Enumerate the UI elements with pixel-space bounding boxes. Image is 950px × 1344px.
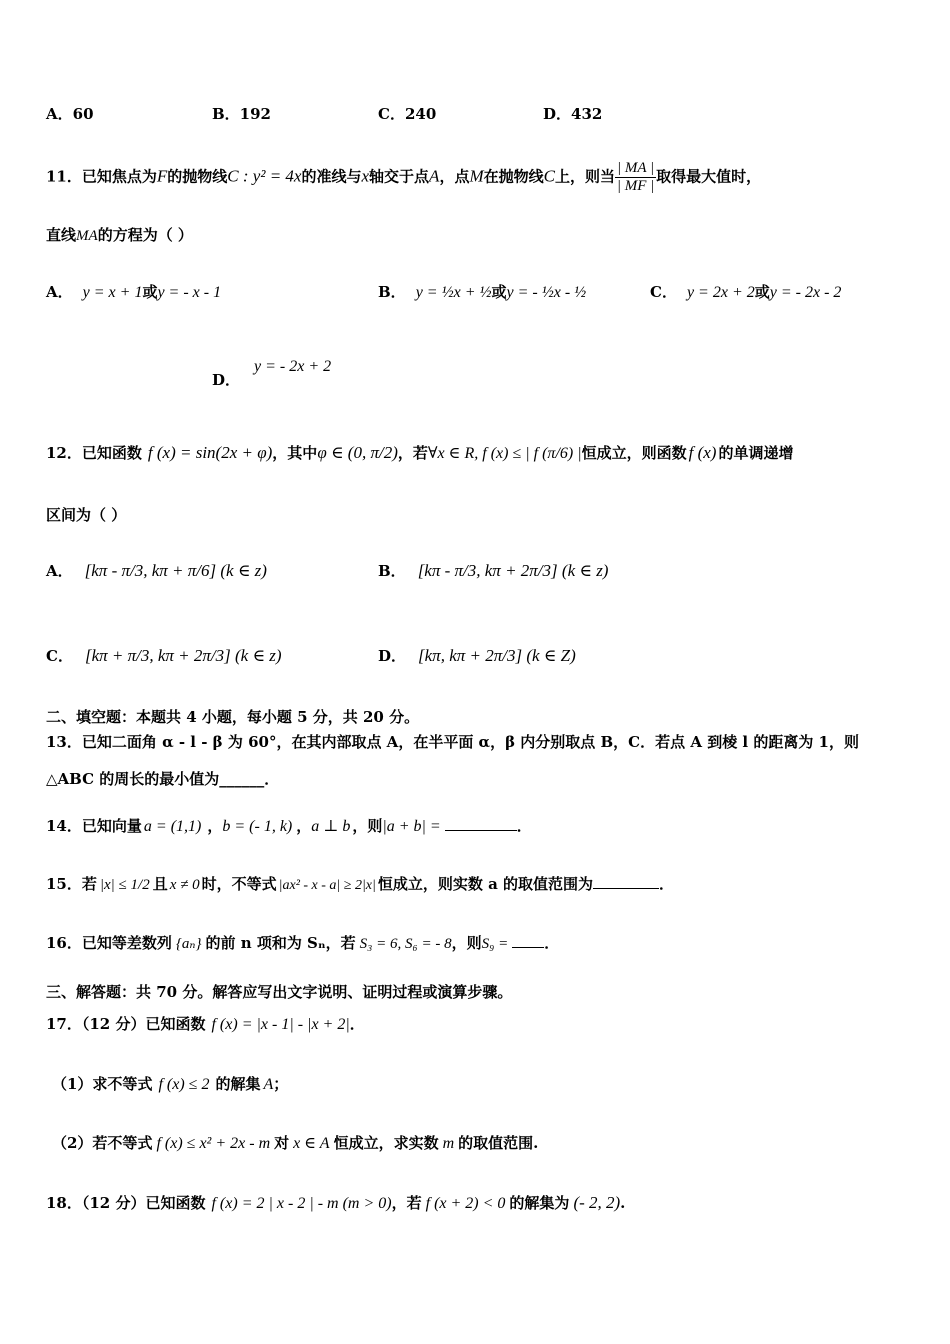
- option-expr: y = - x - 1: [157, 284, 222, 301]
- q11-text: 的抛物线: [167, 167, 228, 186]
- q12-func: f (x) = sin(2x + φ): [147, 443, 273, 462]
- q11-text: 在抛物线: [483, 167, 544, 186]
- q17-part2-cond: x ∈ A: [293, 1135, 330, 1152]
- q11-line1: [46, 160, 761, 195]
- q17-func: f (x) = |x - 1| - |x + 2|: [211, 1016, 350, 1033]
- q18-text: （12 分）已知函数: [81, 1194, 206, 1212]
- q15-text: 时，不等式: [201, 875, 277, 893]
- q11-fraction: [615, 160, 656, 195]
- q11-text: ，点: [439, 167, 470, 186]
- q18-text: ，若: [391, 1194, 422, 1212]
- q11-option-b: [378, 281, 586, 302]
- q17-tail: ．: [349, 1015, 365, 1033]
- q16-seq: {aₙ}: [175, 936, 202, 952]
- q12-option-a: [46, 560, 267, 581]
- q16-number: 16．: [46, 934, 82, 952]
- q12-forall: ∀x ∈ R, f (x) ≤ | f (π/6) |: [427, 445, 582, 462]
- q13-line1: 13．已知二面角 α - l - β 为 60°，在其内部取点 A，在半平面 α，β 内分别取点 B，C．若点 A 到棱 l 的距离为 1，则: [46, 733, 859, 751]
- q14-perp: a ⊥ b: [311, 818, 351, 835]
- q16-given: S₃ = 6, S₆ = - 8: [359, 936, 452, 952]
- q17-part1-expr: f (x) ≤ 2: [158, 1076, 210, 1093]
- option-expr: y = - 2x + 2: [254, 358, 332, 375]
- option-expr: [kπ - π/3, kπ + 2π/3] (k ∈ z): [417, 561, 609, 580]
- q17-part1-label: （1）求不等式: [52, 1075, 153, 1093]
- q12-text: 恒成立，则函数: [581, 444, 687, 462]
- q12-text: ，若: [397, 444, 428, 462]
- q12-cond: φ ∈ (0, π/2): [317, 443, 398, 462]
- q18-cond: f (x + 2) < 0: [425, 1195, 506, 1212]
- q17-A: A: [263, 1076, 274, 1093]
- q17-m: m: [442, 1135, 455, 1152]
- q11-A: A: [429, 166, 440, 186]
- q11-parabola: C : y² = 4x: [227, 166, 302, 186]
- option-expr: [kπ, kπ + 2π/3] (k ∈ Z): [418, 646, 576, 665]
- q12-line2: [46, 504, 126, 525]
- q14-tail: ．: [516, 817, 532, 835]
- q10-option-c: C．240: [378, 105, 437, 123]
- q11-frac-num: | MA |: [617, 160, 655, 176]
- q15-text: 恒成立，则实数 a 的取值范围为: [377, 875, 594, 893]
- q12-text: 的单调递增: [718, 444, 794, 462]
- q18: [46, 1192, 625, 1213]
- q17: [46, 1013, 365, 1034]
- q17-text: （12 分）已知函数: [81, 1015, 206, 1033]
- q10-option-d: D．432: [543, 105, 603, 123]
- q18-func: f (x) = 2 | x - 2 | - m (m > 0): [211, 1195, 392, 1212]
- q15-text: 且: [152, 875, 168, 893]
- q16-ask: S₉ =: [481, 936, 509, 952]
- section-fill-in: 二、填空题：本题共 4 小题，每小题 5 分，共 20 分。: [46, 708, 420, 726]
- q17-part2-expr: f (x) ≤ x² + 2x - m: [156, 1135, 271, 1152]
- option-label: A．: [46, 283, 73, 301]
- q11-x: x: [361, 166, 370, 186]
- option-label: C．: [46, 647, 73, 665]
- q11-text: 上，则当: [554, 167, 615, 186]
- q15-cond2: x ≠ 0: [169, 877, 200, 893]
- q16-text: 已知等差数列: [81, 934, 172, 952]
- q18-interval: (- 2, 2): [573, 1193, 621, 1212]
- option-expr: y = x + 1: [82, 284, 143, 301]
- q14-vector-a: a = (1,1): [143, 818, 202, 835]
- q11-frac-den: | MF |: [616, 178, 655, 194]
- q18-number: 18．: [46, 1194, 82, 1212]
- q11-text: 已知焦点为: [81, 167, 157, 186]
- q12-fx: f (x): [688, 443, 717, 462]
- q15: [46, 873, 674, 894]
- q12-number: 12．: [46, 444, 82, 462]
- q10-option-b: B．192: [212, 105, 271, 123]
- q16-text: 的前 n 项和为 Sₙ，若: [205, 934, 356, 952]
- section-solutions: 三、解答题：共 70 分。解答应写出文字说明、证明过程或演算步骤。: [46, 983, 513, 1001]
- q14: 14．已知向量 a = (1,1) ，b = (- 1, k) ，a ⊥ b ，则|a + b| = ．: [46, 817, 532, 835]
- q18-text: 的解集为: [509, 1194, 570, 1212]
- q11-line2: [46, 224, 193, 245]
- q15-answer-blank[interactable]: [593, 874, 659, 889]
- option-label: D．: [378, 647, 407, 665]
- q13-line2: △ABC 的周长的最小值为______．: [46, 770, 280, 788]
- q11-F: F: [156, 166, 168, 186]
- q17-text: 的解集: [215, 1075, 261, 1093]
- q17-number: 17．: [46, 1015, 82, 1033]
- q11-text: 的准线与: [301, 167, 362, 186]
- q16-answer-blank[interactable]: [512, 933, 544, 948]
- q17-text: 对: [274, 1134, 290, 1152]
- option-or: 或: [491, 283, 507, 301]
- q17-part2: [52, 1132, 538, 1153]
- option-label: B．: [378, 283, 406, 301]
- option-label: B．: [378, 562, 406, 580]
- q11-text: 直线: [46, 226, 77, 244]
- q11-option-d: [212, 355, 332, 389]
- q14-text: 已知向量: [81, 817, 142, 835]
- q14-answer-blank[interactable]: [445, 816, 517, 831]
- q15-tail: ．: [659, 875, 675, 893]
- q16-text: ，则: [451, 934, 482, 952]
- q11-text: 轴交于点: [369, 167, 430, 186]
- q11-MA: MA: [76, 228, 98, 244]
- q14-vector-b: b = (- 1, k): [222, 818, 293, 835]
- q14-number: 14．: [46, 817, 82, 835]
- q12-option-b: [378, 560, 608, 581]
- q11-text: 的方程为（ ）: [97, 226, 193, 244]
- q18-tail: .: [620, 1194, 626, 1212]
- option-label: A．: [46, 562, 73, 580]
- q12-text: 已知函数: [81, 444, 142, 462]
- q11-C: C: [543, 166, 555, 186]
- q16-tail: ．: [544, 934, 560, 952]
- q17-part1: [52, 1073, 288, 1094]
- option-expr: y = 2x + 2: [686, 284, 755, 301]
- q15-cond1: |x| ≤ 1/2: [99, 877, 150, 893]
- q12-option-c: [46, 645, 282, 666]
- q15-number: 15．: [46, 875, 82, 893]
- option-expr: [kπ - π/3, kπ + π/6] (k ∈ z): [84, 561, 267, 580]
- q10-option-a: A．60: [46, 105, 94, 123]
- q11-text: 取得最大值时，: [656, 167, 762, 186]
- q12-option-d: [378, 645, 576, 666]
- option-expr: y = - 2x - 2: [769, 284, 842, 301]
- q17-text: ；: [273, 1075, 289, 1093]
- q17-text: 的取值范围.: [458, 1134, 539, 1152]
- option-expr: y = - ½x - ½: [506, 284, 587, 301]
- q14-abs: |a + b| =: [382, 818, 441, 835]
- option-label: C．: [650, 283, 677, 301]
- option-label: D．: [212, 371, 241, 389]
- option-expr: [kπ + π/3, kπ + 2π/3] (k ∈ z): [84, 646, 282, 665]
- q15-text: 若: [81, 875, 97, 893]
- q15-ineq: |ax² - x - a| ≥ 2|x|: [278, 878, 376, 893]
- q11-number: 11．: [46, 167, 82, 186]
- option-or: 或: [754, 283, 770, 301]
- q12-line1: [46, 442, 793, 463]
- q11-M: M: [469, 166, 484, 186]
- q17-text: 恒成立，求实数: [333, 1134, 439, 1152]
- q14-text: ，则: [352, 817, 383, 835]
- q11-option-c: [650, 281, 841, 302]
- q17-part2-label: （2）若不等式: [52, 1134, 153, 1152]
- q12-text: ，其中: [272, 444, 318, 462]
- option-or: 或: [142, 283, 158, 301]
- option-expr: y = ½x + ½: [415, 284, 492, 301]
- q12-text: 区间为（ ）: [46, 506, 127, 524]
- q11-option-a: [46, 281, 221, 302]
- q16: [46, 932, 559, 953]
